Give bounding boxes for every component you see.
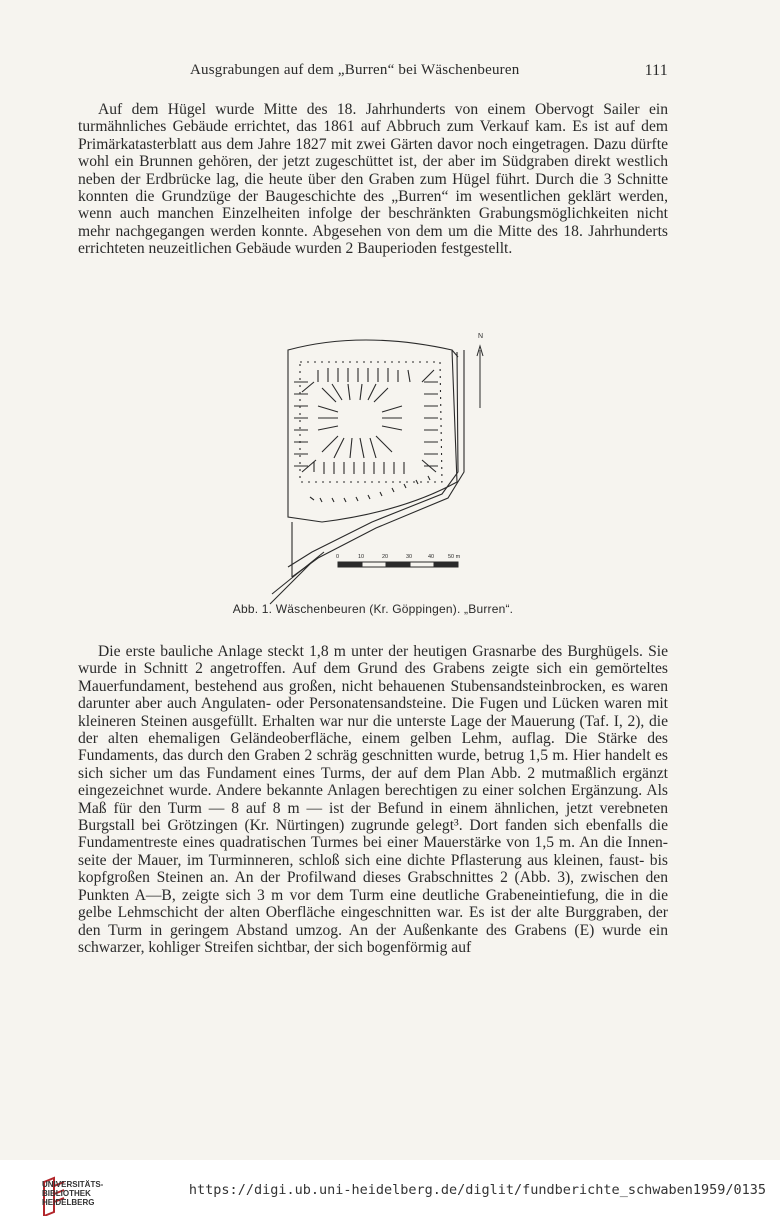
library-name [42, 1180, 103, 1207]
scale-label-50: 50 m [448, 554, 461, 560]
scale-label-30: 30 [406, 554, 413, 560]
plateau-outline [300, 362, 442, 482]
scale-label-0: 0 [336, 554, 340, 560]
hachures-bottom [302, 460, 436, 474]
ditch-line [288, 352, 458, 567]
library-line-3: HEIDELBERG [42, 1198, 95, 1207]
hachures-right [424, 382, 438, 466]
page-number: 111 [644, 62, 668, 79]
permalink-url[interactable]: https://digi.ub.uni-heidelberg.de/diglit/fundberichte_schwaben1959/0135 [188, 1182, 766, 1198]
site-plan-drawing [252, 322, 512, 607]
digitization-footer [0, 1160, 780, 1228]
main-paragraph [78, 643, 668, 956]
scale-labels [336, 554, 461, 560]
scale-bar [338, 562, 458, 567]
hill-outline [288, 340, 457, 522]
scale-label-10: 10 [358, 554, 365, 560]
center-hachures [318, 384, 402, 458]
main-text: Die erste bauliche Anlage steckt 1,8 m unter der heutigen Grasnarbe des Burghügels. Sie wurde in Schnitt 2 angetroffen. Auf dem Grund des Grabens zeigte sich ein gemörteltes Mauerfundament, bestehend aus großen, nicht behauenen Stubensandsteinbrocken, es waren darunter aber auch Angulaten- oder Personatensandsteine. Die Fugen und Lücken waren mit kleineren Steinen ausgefüllt. Erhalten war nur die unterste Lage der Mauerung (Taf. I, 2), die der alten ehemaligen Geländeoberfläche, einem gelben Lehm, auflag. Die Stärke des Fundaments, das durch den Graben 2 schräg geschnitten wurde, betrug 1,5 m. Hier handelt es sich sicher um das Fundament eines Turms, der auf dem Plan Abb. 2 mutmaßlich ergänzt eingezeichnet wurde. Andere bekannte Anlagen berechtigen zu einer solchen Ergänzung. Als Maß für den Turm — 8 auf 8 m — ist der Befund in einem ähnlichen, jetzt verebneten Burgstall bei Grötzingen (Kr. Nürtingen) zugrunde gelegt³. Dort fanden sich ebenfalls die Fundamentreste eines quadratischen Turmes bei einer Mauerstärke von 1,5 m. An die Innenseite der Mauer, im Turminneren, schloß sich eine dichte Pflasterung aus kleinen, faust- bis kopfgroßen Steinen an. An der Profilwand dieses Grabschnittes 2 (Abb. 3), zwischen den Punkten A—B, zeigte sich 3 m vor dem Turm eine deutliche Grabeneintiefung, die in die gelbe Lehmschicht der alten Oberfläche eingeschnitten war. Es ist der alte Burggraben, der den Turm in geringem Abstand umzog. An der Außenkante des Grabens (E) wurde ein schwarzer, kohliger Streifen sichtbar, der sich bogenförmig auf [78, 643, 668, 956]
north-arrow [477, 346, 483, 408]
site-plan-figure [252, 322, 512, 607]
north-label: N [478, 333, 484, 340]
hachures-left [294, 382, 308, 466]
intro-text: Auf dem Hügel wurde Mitte des 18. Jahrhunderts von einem Obervogt Sailer ein turmähnliches Gebäude errichtet, das 1861 auf Abbruch zum Verkauf kam. Es ist auf dem Primärkatasterblatt aus dem Jahre 1827 mit zwei Gärten davor noch eingetragen. Dazu dürfte wohl ein Brunnen gehören, der jetzt zugeschüttet ist, der aber im Südgraben direkt westlich neben der Erdbrücke lag, die heute über den Graben zum Hügel führt. Durch die 3 Schnitte konnten die Grundzüge der Baugeschichte des „Burren“ im wesentlichen geklärt werden, wenn auch manchen Einzelheiten infolge der beschränkten Grabungsmöglichkeiten nicht mehr nachgegangen werden konnte. Abgesehen von dem um die Mitte des 18. Jahrhunderts errichteten neuzeitlichen Gebäude wurden 2 Bauperioden festgestellt. [78, 101, 668, 258]
intro-paragraph [78, 101, 668, 258]
scale-label-40: 40 [428, 554, 435, 560]
library-line-1: UNIVERSITÄTS- [42, 1180, 104, 1189]
running-title: Ausgrabungen auf dem „Burren“ bei Wäschenbeuren [190, 62, 520, 78]
scale-label-20: 20 [382, 554, 389, 560]
library-line-2: BIBLIOTHEK [42, 1189, 91, 1198]
figure-caption: Abb. 1. Wäschenbeuren (Kr. Göppingen). „Burren“. [232, 602, 514, 616]
ditch-line-outer [292, 350, 464, 577]
